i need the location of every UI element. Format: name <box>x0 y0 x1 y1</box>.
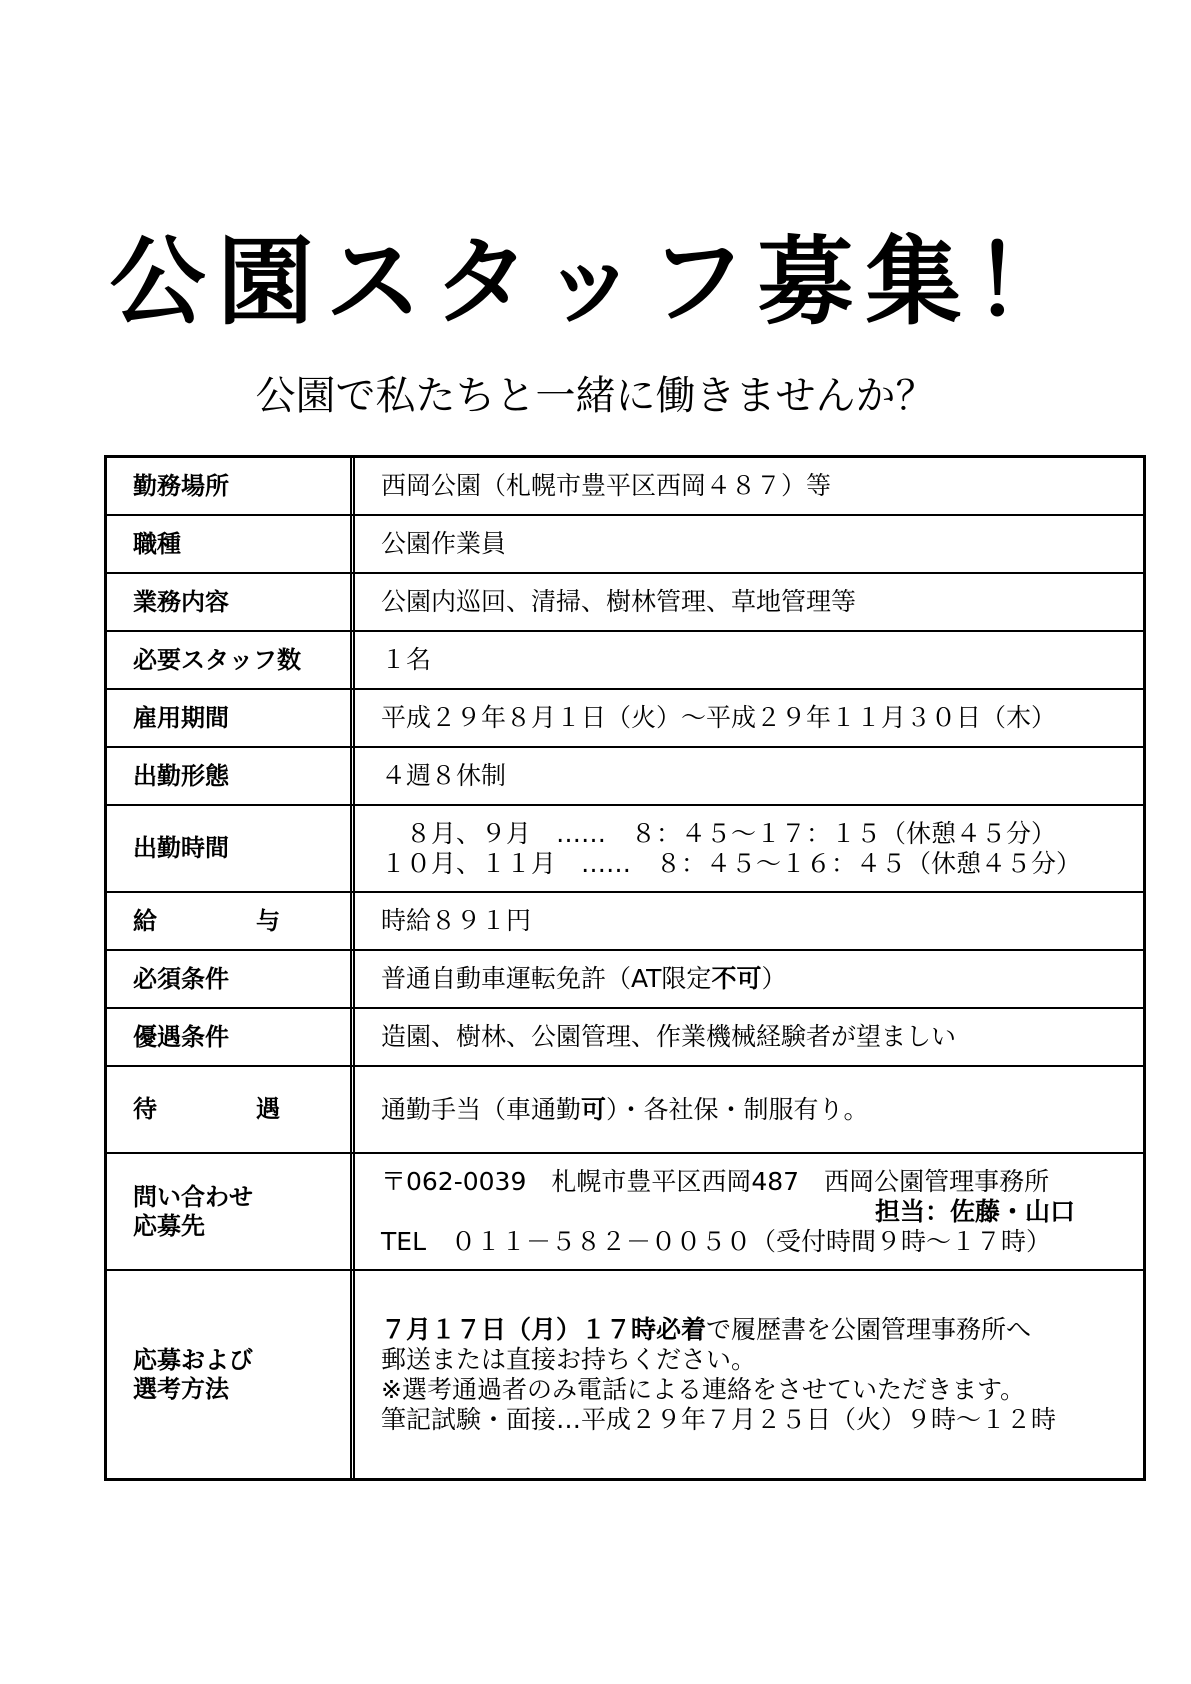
label-benefits-a: 待 <box>133 1095 157 1124</box>
value-location: 西岡公園（札幌市豊平区西岡４８７）等 <box>381 471 832 500</box>
required-emphasis: 不可 <box>711 964 762 993</box>
label-preferred: 優遇条件 <box>107 1009 355 1065</box>
value-shift: ４週８休制 <box>381 761 507 790</box>
benefits-text: 通勤手当（車通勤 <box>381 1094 582 1124</box>
row-benefits <box>107 1067 1143 1154</box>
required-text: 普通自動車運転免許（AT限定 <box>381 964 712 993</box>
label-salary <box>107 893 355 949</box>
apply-line1-rest: で履歴書を公園管理事務所へ <box>706 1314 1032 1344</box>
row-location <box>107 458 1143 516</box>
row-shift <box>107 748 1143 806</box>
label-contact <box>107 1154 355 1269</box>
row-required <box>107 951 1143 1009</box>
apply-line2: 郵送または直接お持ちください。 <box>381 1344 757 1374</box>
row-staff <box>107 632 1143 690</box>
hours-line-oct-nov: １０月、１１月 …… ８：４５～１６：４５（休憩４５分） <box>381 848 1082 878</box>
label-shift: 出勤形態 <box>107 748 355 804</box>
row-period <box>107 690 1143 748</box>
contact-address: 〒062-0039 札幌市豊平区西岡487 西岡公園管理事務所 <box>381 1166 1050 1196</box>
value-hours <box>355 806 1143 891</box>
required-close: ） <box>761 964 787 993</box>
label-duties: 業務内容 <box>107 574 355 630</box>
value-benefits <box>355 1067 1143 1152</box>
contact-person: 担当：佐藤・山口 <box>874 1196 1075 1226</box>
label-required: 必須条件 <box>107 951 355 1007</box>
apply-line4: 筆記試験・面接…平成２９年７月２５日（火）９時～１２時 <box>381 1404 1057 1434</box>
page-title: 公園スタッフ募集！ <box>109 226 1082 338</box>
label-salary-a: 給 <box>133 906 157 935</box>
row-contact <box>107 1154 1143 1271</box>
apply-line1 <box>381 1315 1031 1345</box>
row-hours <box>107 806 1143 893</box>
label-staff: 必要スタッフ数 <box>107 632 355 688</box>
label-apply-line1: 応募および <box>133 1345 253 1374</box>
label-hours: 出勤時間 <box>107 806 355 891</box>
value-duties: 公園内巡回、清掃、樹林管理、草地管理等 <box>381 587 857 616</box>
value-preferred: 造園、樹林、公園管理、作業機械経験者が望ましい <box>381 1022 957 1051</box>
benefits-rest: ）・各社保・制服有り。 <box>606 1094 869 1124</box>
row-apply <box>107 1271 1143 1478</box>
apply-deadline: ７月１７日（月）１７時必着 <box>381 1314 707 1344</box>
value-period: 平成２９年８月１日（火）～平成２９年１１月３０日（木） <box>381 703 1057 732</box>
benefits-emphasis: 可 <box>581 1094 607 1124</box>
label-salary-b: 与 <box>256 906 280 935</box>
label-apply-line2: 選考方法 <box>133 1374 229 1403</box>
page-subtitle: 公園で私たちと一緒に働きませんか？ <box>255 373 936 419</box>
apply-line3: ※選考通過者のみ電話による連絡をさせていただきます。 <box>381 1374 1025 1404</box>
value-staff: １名 <box>381 645 432 674</box>
value-required <box>355 951 1143 1007</box>
hours-line-aug-sep: ８月、９月 …… ８：４５～１７：１５（休憩４５分） <box>381 818 1057 848</box>
contact-phone: TEL ０１１－５８２－００５０（受付時間９時～１７時） <box>381 1226 1051 1256</box>
label-job: 職種 <box>107 516 355 572</box>
label-apply <box>107 1271 355 1478</box>
label-benefits-b: 遇 <box>256 1095 280 1124</box>
row-job <box>107 516 1143 574</box>
label-benefits <box>107 1067 355 1152</box>
row-salary <box>107 893 1143 951</box>
value-salary: 時給８９１円 <box>381 906 532 935</box>
label-contact-line1: 問い合わせ <box>133 1182 253 1211</box>
row-preferred <box>107 1009 1143 1067</box>
label-contact-line2: 応募先 <box>133 1211 205 1240</box>
row-duties <box>107 574 1143 632</box>
label-location: 勤務場所 <box>107 458 355 514</box>
label-period: 雇用期間 <box>107 690 355 746</box>
value-job: 公園作業員 <box>381 529 507 558</box>
value-apply <box>355 1271 1143 1478</box>
job-info-table <box>104 455 1146 1481</box>
value-contact <box>355 1154 1143 1269</box>
